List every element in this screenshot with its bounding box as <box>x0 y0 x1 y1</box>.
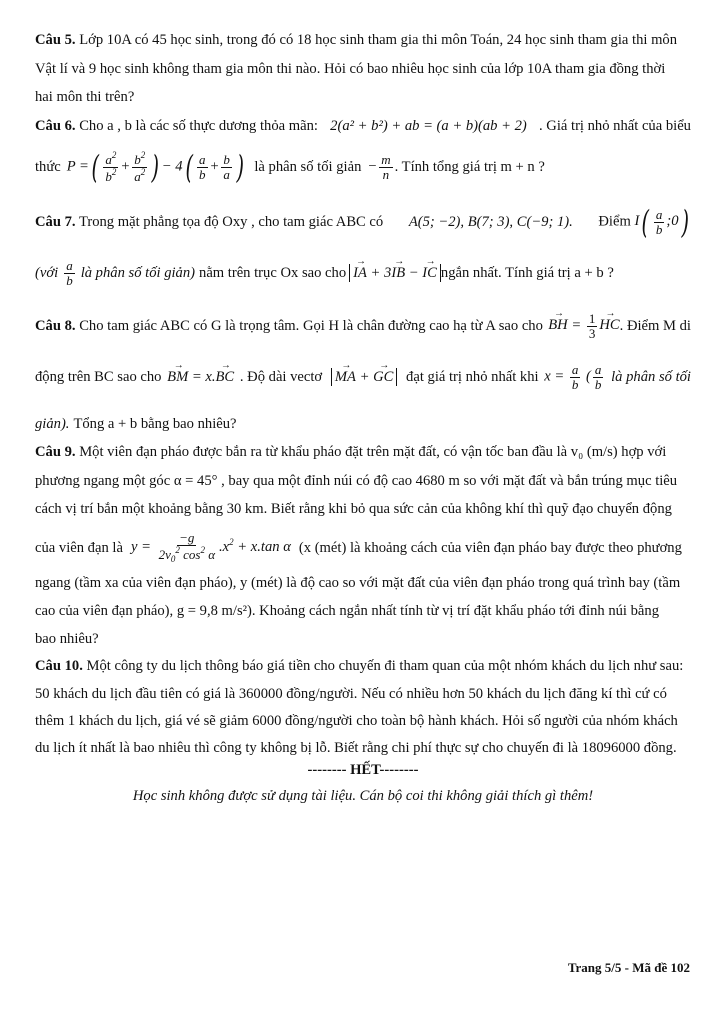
q6-line-2 <box>35 148 691 186</box>
q9-prefix-4: của viên đạn là <box>35 539 123 556</box>
q5-text-3: hai môn thi trên? <box>35 88 135 105</box>
q7-text-2: nằm trên trục Ox sao cho <box>199 264 347 281</box>
q9-line-7 <box>35 629 691 649</box>
q8-line-2 <box>35 357 691 397</box>
q7-note-tail: là phân số tối giản) <box>80 264 196 281</box>
q6-label: Câu 6. <box>35 117 76 134</box>
q7-line-1 <box>35 200 691 244</box>
q5-text-2: Vật lí và 9 học sinh không tham gia môn thi nào. Hỏi có bao nhiêu học sinh của lớp 10A tham gia đồng thời <box>35 60 666 77</box>
q5-label: Câu 5. <box>35 31 76 48</box>
q9-label: Câu 9. <box>35 443 76 460</box>
q8-bh-vector: → BH = $\frac{1}{3}$ → HC <box>548 312 619 340</box>
q8-ma-gc: → MA + → GC <box>331 368 398 387</box>
q9-line-5 <box>35 573 691 593</box>
q7-point-i-label: Điểm <box>598 213 631 230</box>
q9-text-3: cách vị trí bắn một khoảng bằng 30 km. Biết rằng khi bỏ qua sức cản của không khí thì quỹ đạo chuyển động <box>35 500 672 517</box>
q8-mid-2: đạt giá trị nhỏ nhất khi <box>406 368 539 385</box>
q8-text-1: Cho tam giác ABC có G là trọng tâm. Gọi H là chân đường cao hạ từ A sao cho <box>79 317 543 334</box>
q7-point-i: I( $\frac{a}{b}$ ;0) <box>634 203 689 241</box>
q5-line-1 <box>35 30 691 50</box>
q10-text-4: du lịch ít nhất là bao nhiêu thì công ty không bị lỗ. Biết rằng chi phí thực sự cho chuyến đi là 18096000 đồng. <box>35 739 677 756</box>
q8-tail-1: . Điểm M di <box>619 317 691 334</box>
q10-text-3: thêm 1 khách du lịch, giá vé sẽ giảm 6000 đồng/người cho toàn bộ hành khách. Hỏi số người của nhóm khách <box>35 712 678 729</box>
q9-text-1: Một viên đạn pháo được bắn ra từ khẩu pháo đặt trên mặt đất, có vận tốc ban đầu là v₀ (m/s) hợp với <box>79 443 667 460</box>
q8-gian: giản). <box>35 415 70 432</box>
q9-line-6 <box>35 601 691 621</box>
q9-text-5: ngang (tầm xa của viên đạn pháo), y (mét) là độ cao so với mặt đất của viên đạn pháo trong quá trình bay (tầm <box>35 574 681 591</box>
q6-thuc: thức <box>35 158 61 175</box>
q9-text-2: phương ngang một góc α = 45° , bay qua một đỉnh núi có độ cao 4680 m so với mặt đất và bắn trúng mục tiêu <box>35 472 678 489</box>
q10-line-1 <box>35 656 691 676</box>
q9-line-4 <box>35 527 691 569</box>
q9-line-3 <box>35 499 691 519</box>
page-footer: Trang 5/5 - Mã đề 102 <box>567 960 690 975</box>
q9-text-7: bao nhiêu? <box>35 630 99 647</box>
q5-text-1: Lớp 10A có 45 học sinh, trong đó có 18 học sinh tham gia thi môn Toán, 24 học sinh tham gia thi môn <box>79 31 678 48</box>
q8-bm-vector: → BM = x.→ BC <box>167 370 234 385</box>
q7-note: (với <box>35 264 59 281</box>
q7-tail: ngắn nhất. Tính giá trị a + b ? <box>440 264 614 281</box>
q5-line-2 <box>35 59 691 79</box>
q6-condition: 2(a² + b²) + ab = (a + b)(ab + 2) <box>330 117 527 134</box>
exam-notice: Học sinh không được sử dụng tài liệu. Cán bộ coi thi không giải thích gì thêm! <box>132 788 594 804</box>
q8-tail-2: là phân số tối <box>611 368 691 385</box>
q10-text-1: Một công ty du lịch thông báo giá tiền cho chuyến đi tham quan của một nhóm khách du lịch như sau: <box>86 657 684 674</box>
q6-expression-p: P =( $\frac{a^2}{b^2}$ + $\frac{b^2}{a^2}$ ) − 4( $\frac{a}{b}$ + $\frac{b}{a}$ ) <box>66 148 244 186</box>
q7-line-2 <box>35 253 691 293</box>
q9-line-1 <box>35 442 691 462</box>
q9-text-6: cao của viên đạn pháo), g = 9,8 m/s²). Khoảng cách ngắn nhất tính từ vị trí đặt khẩu pháo tới đỉnh núi bằng <box>35 602 659 619</box>
q8-line-3 <box>35 414 691 434</box>
q6-fraction-mn: − $\frac{m}{n}$ <box>367 151 391 182</box>
q10-text-2: 50 khách du lịch đầu tiên có giá là 360000 đồng/người. Nếu có nhiều hơn 50 khách du lịch đăng kí thì cứ có <box>35 685 667 702</box>
q7-vector-sum: → IA + 3→ IB − → IC <box>349 264 441 283</box>
q6-mid-text: là phân số tối giản <box>254 158 362 175</box>
q9-line-2 <box>35 471 691 491</box>
q7-label: Câu 7. <box>35 213 76 230</box>
q8-line-1 <box>35 306 691 346</box>
q10-line-4 <box>35 738 691 758</box>
end-mark: -------- HẾT-------- <box>307 762 419 778</box>
q7-points: A(5; −2), B(7; 3), C(−9; 1). <box>408 213 573 230</box>
q7-frac-ab: $\frac{a}{b}$ <box>66 257 73 288</box>
q6-line-1 <box>35 116 691 136</box>
q5-line-3 <box>35 87 691 107</box>
q8-mid-1: . Độ dài vectơ <box>239 368 323 385</box>
q10-line-2 <box>35 684 691 704</box>
q8-label: Câu 8. <box>35 317 76 334</box>
q9-trajectory: y = $\frac{-g}{2v_0^2 \cos^2 \alpha}$ $.x^2 + x.\tan$ α <box>130 530 291 565</box>
q10-label: Câu 10. <box>35 657 83 674</box>
q6-text-1-tail: . Giá trị nhỏ nhất của biểu <box>539 117 691 134</box>
q8-text-3: Tổng a + b bằng bao nhiêu? <box>73 415 237 432</box>
q9-tail-4: (x (mét) là khoảng cách của viên đạn pháo bay được theo phương <box>298 539 682 556</box>
q6-tail-text: . Tính tổng giá trị m + n ? <box>394 158 545 175</box>
q10-line-3 <box>35 711 691 731</box>
q8-x-eq: x = $\frac{a}{b}$ ( $\frac{a}{b}$ <box>544 361 602 392</box>
q6-text-1: Cho a , b là các số thực dương thỏa mãn: <box>79 117 318 134</box>
q8-text-2: động trên BC sao cho <box>35 368 162 385</box>
q7-text-1: Trong mặt phẳng tọa độ Oxy , cho tam giác ABC có <box>78 213 384 230</box>
